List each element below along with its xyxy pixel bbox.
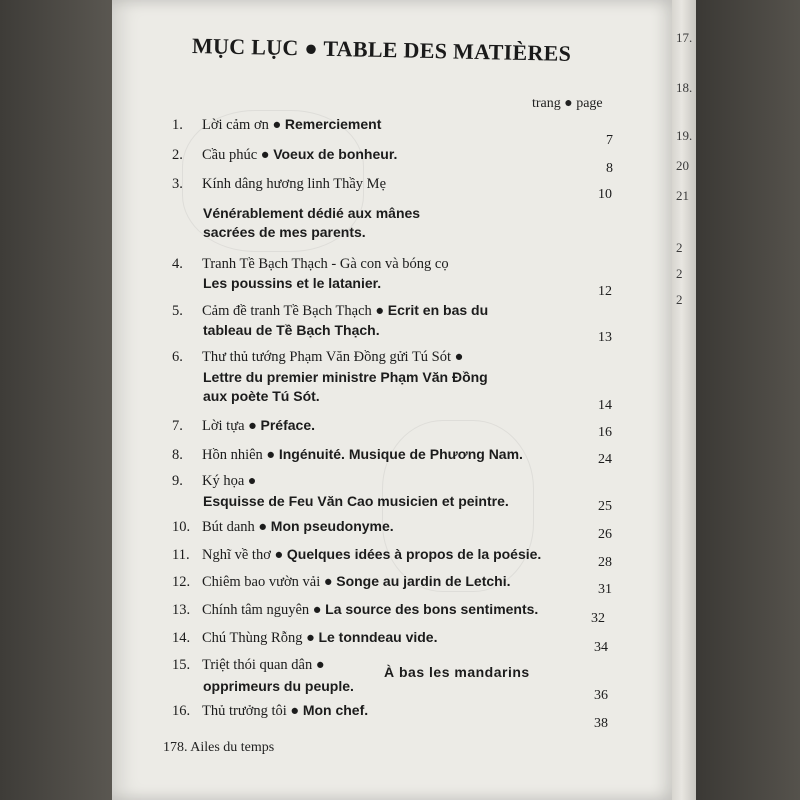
entry-fr: Préface. (260, 417, 315, 433)
entry-vi: Ký họa (202, 473, 245, 489)
page-footer: 178. Ailes du temps (163, 740, 275, 755)
edge-number: 19. (676, 128, 693, 143)
entry-vi: Hồn nhiên ● (202, 447, 276, 463)
entry-page: 38 (594, 716, 608, 731)
entry-page: 12 (598, 284, 612, 299)
entry-vi: Bút danh ● (202, 519, 268, 535)
entry-page: 34 (594, 640, 608, 655)
toc-entry (172, 472, 256, 490)
entry-vi: Lời cảm ơn ● (202, 117, 282, 133)
entry-continuation: Vénérablement dédié aux mânes (203, 205, 421, 221)
entry-page: 32 (591, 611, 605, 626)
column-header: trang ● page (532, 96, 603, 111)
entry-vi: Thủ trưởng tôi ● (202, 703, 300, 719)
edge-number: 2 (676, 292, 683, 307)
entry-number: 16. (172, 703, 191, 719)
bullet-icon: ● (247, 472, 257, 488)
toc-entry (172, 302, 488, 320)
entry-vi: Kính dâng hương linh Thầy Mẹ (202, 176, 387, 192)
entry-number: 3. (172, 176, 183, 192)
entry-vi: Triệt thói quan dân ● (202, 657, 325, 673)
toc-entry (172, 446, 523, 464)
toc-entry (172, 546, 541, 564)
entry-page: 8 (606, 161, 613, 176)
toc-entry (172, 256, 449, 273)
entry-fr: Remerciement (284, 116, 382, 132)
entry-number: 5. (172, 303, 183, 319)
entry-number: 13. (172, 602, 191, 618)
entry-number: 4. (172, 256, 183, 272)
entry-continuation: Les poussins et le latanier. (203, 275, 382, 291)
toc-entry (172, 417, 315, 435)
entry-page: 24 (598, 452, 612, 467)
entry-fr: Quelques idées à propos de la poésie. (286, 546, 542, 562)
entry-continuation: sacrées de mes parents. (203, 224, 366, 240)
entry-continuation: tableau de Tề Bạch Thạch. (203, 322, 380, 338)
entry-vi: Chú Thùng Rỗng ● (202, 630, 315, 646)
edge-number: 2 (676, 240, 683, 255)
entry-fr: Le tonndeau vide. (318, 629, 438, 645)
entry-fr: Voeux de bonheur. (273, 146, 398, 162)
edge-number: 21 (676, 188, 689, 203)
entry-page: 14 (598, 398, 612, 413)
background-right (696, 0, 800, 800)
toc-entry (172, 573, 510, 591)
toc-entry (172, 518, 394, 536)
entry-continuation: aux poète Tú Sót. (203, 388, 320, 404)
next-page-edge (672, 0, 696, 800)
entry-vi: Nghĩ về thơ ● (202, 547, 284, 563)
entry-fr: La source des bons sentiments. (325, 601, 539, 617)
edge-number: 20 (676, 158, 689, 173)
entry-page: 25 (598, 499, 612, 514)
entry-vi: Thư thủ tướng Phạm Văn Đồng gửi Tú Sót ● (202, 349, 464, 365)
entry-number: 1. (172, 117, 183, 133)
entry-number: 14. (172, 630, 191, 646)
entry-page: 31 (598, 582, 612, 597)
toc-entry (172, 601, 538, 619)
entry-vi: Tranh Tề Bạch Thạch - Gà con và bóng cọ (202, 256, 449, 272)
toc-entry (172, 657, 325, 674)
entry-continuation: Lettre du premier ministre Phạm Văn Đồng (203, 369, 488, 385)
entry-number: 10. (172, 519, 191, 535)
background-left (0, 0, 112, 800)
entry-number: 8. (172, 447, 183, 463)
entry-number: 2. (172, 147, 183, 163)
entry-number: 6. (172, 349, 183, 365)
entry-fr: Ecrit en bas du (387, 302, 489, 318)
entry-number: 9. (172, 473, 183, 489)
entry-fr: Mon pseudonyme. (270, 518, 394, 534)
entry-page: 26 (598, 527, 612, 542)
toc-entry (172, 176, 386, 193)
entry-number: 11. (172, 547, 190, 563)
entry-vi: Cảm đề tranh Tề Bạch Thạch ● (202, 303, 385, 319)
page-title: MỤC LỤC ● TABLE DES MATIÈRES (191, 33, 572, 66)
entry-page: 10 (598, 187, 612, 202)
entry-page: 7 (606, 133, 613, 148)
entry-page: 16 (598, 425, 612, 440)
toc-entry (172, 629, 437, 647)
toc-entry (172, 702, 368, 720)
entry-number: 7. (172, 418, 183, 434)
entry-fr: Mon chef. (302, 702, 369, 718)
edge-number: 17. (676, 30, 693, 45)
entry-page: 13 (598, 330, 612, 345)
entry-vi: Chính tâm nguyên ● (202, 602, 322, 618)
entry-fr: Ingénuité. Musique de Phương Nam. (278, 446, 523, 462)
entry-continuation: Esquisse de Feu Văn Cao musicien et peintre. (203, 493, 509, 509)
toc-entry (172, 146, 397, 164)
entry-continuation: opprimeurs du peuple. (203, 678, 354, 694)
entry-number: 15. (172, 657, 191, 673)
edge-number: 18. (676, 80, 693, 95)
toc-entry (172, 116, 381, 134)
toc-entry (172, 349, 463, 366)
edge-number: 2 (676, 266, 683, 281)
entry-vi: Chiêm bao vườn vải ● (202, 574, 333, 590)
entry-page: 36 (594, 688, 608, 703)
entry-fr: Songe au jardin de Letchi. (336, 573, 511, 589)
entry-vi: Lời tựa ● (202, 418, 257, 434)
entry-fr: À bas les mandarins (384, 664, 530, 680)
entry-page: 28 (598, 555, 612, 570)
entry-number: 12. (172, 574, 191, 590)
entry-vi: Cầu phúc ● (202, 147, 270, 163)
